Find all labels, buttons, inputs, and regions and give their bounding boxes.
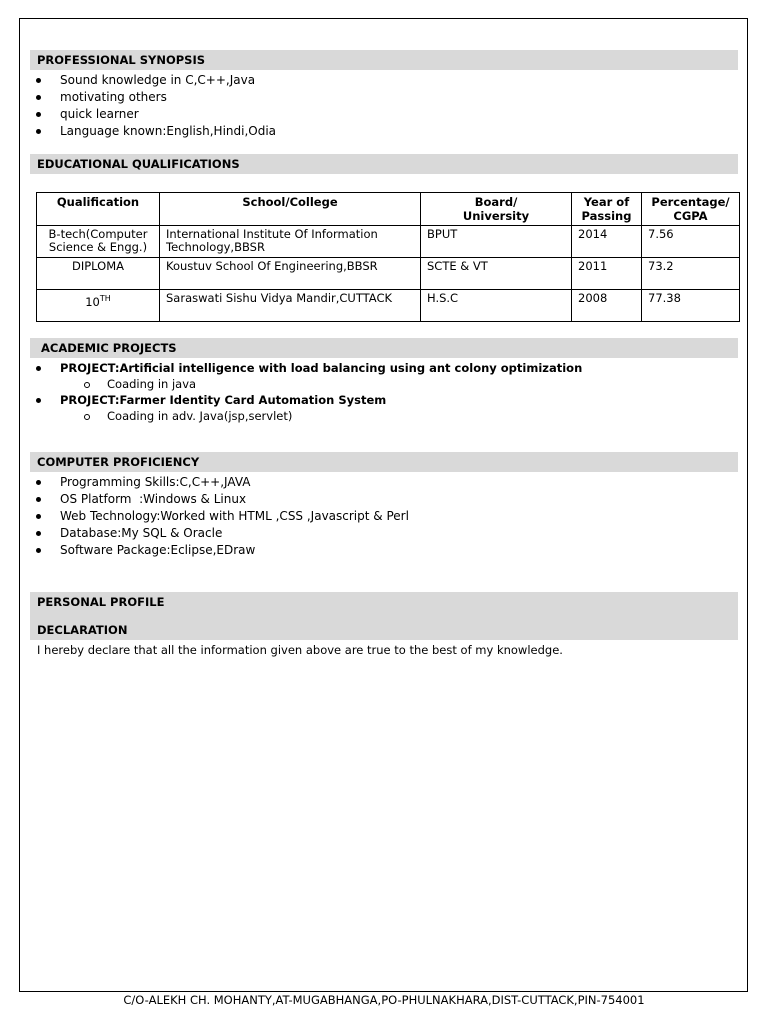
list-item: Programming Skills:C,C++,JAVA: [30, 474, 409, 491]
cell-score: 7.56: [642, 226, 740, 258]
cell-year: 2011: [572, 258, 642, 290]
list-item: Software Package:Eclipse,EDraw: [30, 542, 409, 559]
bullet-icon: [36, 548, 41, 553]
project-title: PROJECT:Artificial intelligence with load balancing using ant colony optimization: [60, 361, 583, 375]
cell-board: H.S.C: [421, 290, 572, 322]
section-computer-proficiency: COMPUTER PROFICIENCY: [30, 452, 738, 472]
table-row: [37, 226, 740, 258]
cell-school: Saraswati Sishu Vidya Mandir,CUTTACK: [160, 290, 421, 322]
cell-qualification: B-tech(Computer Science & Engg.): [37, 226, 160, 258]
header-percentage: Percentage/ CGPA: [642, 193, 740, 226]
header-year: Year of Passing: [572, 193, 642, 226]
cell-board: SCTE & VT: [421, 258, 572, 290]
bullet-icon: [36, 112, 41, 117]
project-title: PROJECT:Farmer Identity Card Automation System: [60, 393, 387, 407]
bullet-icon: [36, 398, 41, 403]
list-item: Language known:English,Hindi,Odia: [30, 123, 276, 140]
cell-score: 73.2: [642, 258, 740, 290]
declaration-heading: DECLARATION: [37, 623, 128, 637]
list-item: Database:My SQL & Oracle: [30, 525, 409, 542]
declaration-text: I hereby declare that all the information given above are true to the best of my knowledge.: [37, 643, 563, 657]
list-item: motivating others: [30, 89, 276, 106]
header-qualification: Qualification: [37, 193, 160, 226]
table-row: [37, 258, 740, 290]
circle-bullet-icon: [84, 382, 90, 388]
bullet-icon: [36, 366, 41, 371]
bullet-icon: [36, 78, 41, 83]
cell-year: 2008: [572, 290, 642, 322]
cell-score: 77.38: [642, 290, 740, 322]
bullet-icon: [36, 514, 41, 519]
list-item: Sound knowledge in C,C++,Java: [30, 72, 276, 89]
bullet-icon: [36, 497, 41, 502]
table-header-row: [37, 193, 740, 226]
bullet-icon: [36, 531, 41, 536]
cell-school: International Institute Of Information Technology,BBSR: [160, 226, 421, 258]
personal-profile-heading: PERSONAL PROFILE: [37, 595, 165, 609]
section-professional-synopsis: PROFESSIONAL SYNOPSIS: [30, 50, 738, 70]
cell-school: Koustuv School Of Engineering,BBSR: [160, 258, 421, 290]
circle-bullet-icon: [84, 414, 90, 420]
list-item: OS Platform :Windows & Linux: [30, 491, 409, 508]
table-row: [37, 290, 740, 322]
header-school: School/College: [160, 193, 421, 226]
cell-qualification: DIPLOMA: [37, 258, 160, 290]
bullet-icon: [36, 129, 41, 134]
cell-year: 2014: [572, 226, 642, 258]
section-academic-projects: ACADEMIC PROJECTS: [30, 338, 738, 358]
cell-board: BPUT: [421, 226, 572, 258]
list-item: quick learner: [30, 106, 276, 123]
footer-address: C/O-ALEKH CH. MOHANTY,AT-MUGABHANGA,PO-PHULNAKHARA,DIST-CUTTACK,PIN-754001: [123, 993, 645, 1007]
synopsis-list: [30, 72, 276, 140]
section-personal-declaration: [30, 592, 738, 640]
list-item: Web Technology:Worked with HTML ,CSS ,Javascript & Perl: [30, 508, 409, 525]
bullet-icon: [36, 480, 41, 485]
bullet-icon: [36, 95, 41, 100]
header-board: Board/ University: [421, 193, 572, 226]
cell-qualification: 10TH: [37, 290, 160, 322]
section-educational-qualifications: EDUCATIONAL QUALIFICATIONS: [30, 154, 738, 174]
education-table: [36, 192, 740, 322]
computer-list: [30, 474, 409, 559]
